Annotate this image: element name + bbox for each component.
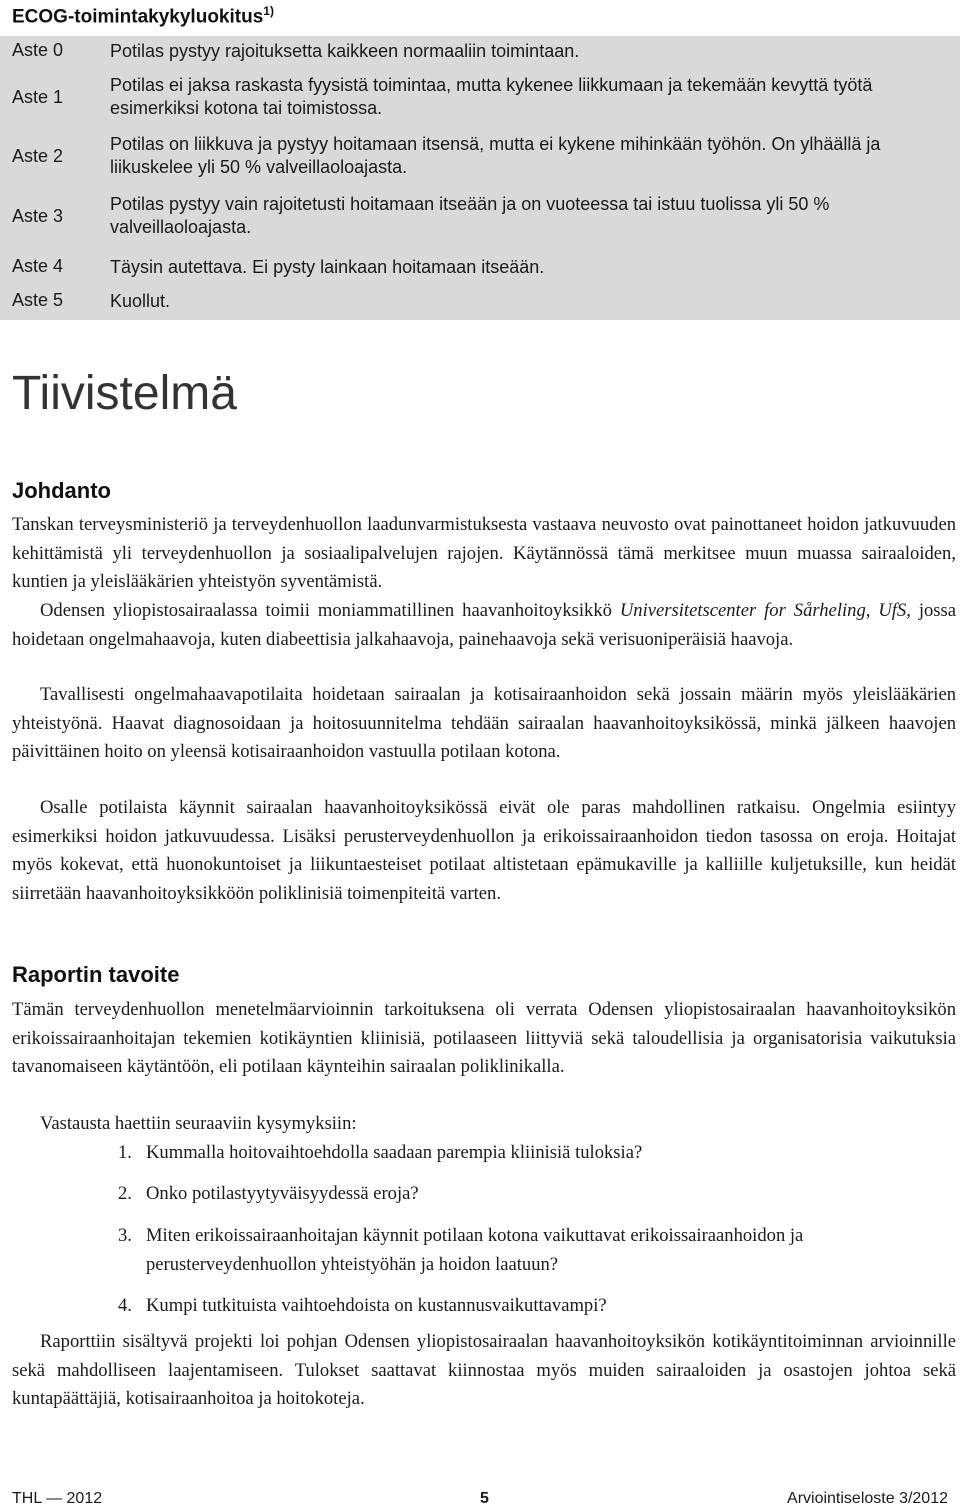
ecog-description: Potilas pystyy vain rajoitetusti hoitamaan itseään ja on vuoteessa tai istuu tuolissa yli 50 % valveillaoloajasta. (110, 194, 830, 237)
footer-series: Arviointiseloste 3/2012 (787, 1490, 948, 1507)
list-item-number: 3. (118, 1225, 132, 1246)
johdanto-paragraph: Osalle potilaista käynnit sairaalan haavanhoitoyksikössä eivät ole paras mahdollinen ratkaisu. Ongelmia esiintyy esimerkiksi hoidon jatkuvuudessa. Lisäksi perusterveydenhuollon ja erikoissairaanhoidon tiedon tasossa on eroja. Hoitajat myös kokevat, että huonokuntoiset ja liikuntaesteiset potilaat altistetaan epämukaville ja kalliille kuljetuksille, kun heidät siirretään haavanhoitoyksikköön poliklinisiä toimenpiteitä varten. (12, 797, 956, 904)
text-run: Odensen yliopistosairaalassa toimii moniammatillinen haavanhoitoyksikkö (40, 600, 620, 621)
tavoite-paragraph: Vastausta haettiin seuraaviin kysymyksiin: (40, 1113, 357, 1134)
johdanto-heading: Johdanto (12, 478, 111, 503)
text-run: , jossa hoidetaan ongelmahaavoja, kuten diabeettisia jalkahaavoja, painehaavoja sekä verisuoniperäisiä haavoja. (12, 600, 957, 650)
footer-publisher: THL — 2012 (12, 1490, 103, 1507)
ecog-stage: Aste 5 (12, 290, 64, 310)
list-item-number: 1. (118, 1142, 132, 1163)
ecog-stage: Aste 2 (12, 146, 64, 166)
tavoite-paragraph: Raporttiin sisältyvä projekti loi pohjan Odensen yliopistosairaalan haavanhoitoyksikön kotikäyntitoiminnan arvioinnille sekä mahdolliseen laajentamiseen. Tulokset saattavat kiinnostaa myös muiden sairaaloiden ja osastojen johtoa sekä kuntapäättäjiä, kotisairaanhoitoa ja hoitokoteja. (12, 1331, 956, 1410)
johdanto-paragraph: Tanskan terveysministeriö ja terveydenhuollon laadunvarmistuksesta vastaava neuvosto ovat painottaneet hoidon jatkuvuuden kehittämistä yli terveydenhuollon ja sosiaalipalvelujen rajojen. Käytännössä tämä merkitsee muun muassa sairaaloiden, kuntien ja yleislääkärien yhteistyön syventämistä. (12, 514, 956, 593)
tavoite-paragraph: Tämän terveydenhuollon menetelmäarvioinnin tarkoituksena oli verrata Odensen yliopistosairaalan haavanhoitoyksikön erikoissairaanhoitajan tekemien kotikäyntien kliinisiä, potilaaseen liittyviä sekä taloudellisia ja organisatorisia vaikutuksia tavanomaiseen käytäntöön, eli potilaan käynteihin sairaalan poliklinikalla. (12, 999, 956, 1078)
ecog-stage: Aste 0 (12, 40, 64, 60)
list-item-number: 4. (118, 1295, 132, 1316)
summary-title: Tiivistelmä (12, 367, 237, 420)
ecog-description: Potilas on liikkuva ja pystyy hoitamaan itsensä, mutta ei kykene mihinkään työhön. On ylhäällä ja liikuskelee yli 50 % valveillaoloajasta. (110, 134, 881, 177)
ecog-stage: Aste 3 (12, 206, 64, 226)
page-number: 5 (480, 1490, 489, 1507)
ecog-stage: Aste 1 (12, 87, 64, 107)
list-item-text: Kummalla hoitovaihtoehdolla saadaan parempia kliinisiä tuloksia? (146, 1142, 643, 1163)
ecog-description: Potilas ei jaksa raskasta fyysistä toimintaa, mutta kykenee liikkumaan ja tekemään kevyttä työtä esimerkiksi kotona tai toimistossa. (110, 75, 873, 118)
list-item-text: Kumpi tutkituista vaihtoehdoista on kustannusvaikuttavampi? (146, 1295, 607, 1316)
list-item-text: Onko potilastyytyväisyydessä eroja? (146, 1183, 419, 1204)
ecog-stage: Aste 4 (12, 256, 64, 276)
ecog-table-title: ECOG-toimintakykyluokitus$^{1)}$ (12, 4, 274, 28)
list-item-number: 2. (118, 1183, 132, 1204)
ecog-description: Täysin autettava. Ei pysty lainkaan hoitamaan itseään. (110, 257, 545, 277)
johdanto-paragraph (12, 597, 956, 654)
johdanto-paragraph: Tavallisesti ongelmahaavapotilaita hoidetaan sairaalan ja kotisairaanhoidon sekä jossain määrin myös yleislääkärien yhteistyönä. Haavat diagnosoidaan ja hoitosuunnitelma tehdään sairaalan haavanhoitoyksikössä, minkä jälkeen haavojen päivittäinen hoito on yleensä kotisairaanhoidon vastuulla potilaan kotona. (12, 684, 956, 763)
page-footer (12, 1490, 948, 1510)
list-item-text: Miten erikoissairaanhoitajan käynnit potilaan kotona vaikuttavat erikoissairaanhoidon ja perusterveydenhuollon yhteistyöhän ja hoidon laatuun? (146, 1225, 804, 1275)
ecog-table (0, 36, 960, 320)
unit-name: Universitetscenter for Sårheling, UfS (619, 600, 907, 621)
ecog-description: Potilas pystyy rajoituksetta kaikkeen normaaliin toimintaan. (110, 41, 580, 61)
ecog-description: Kuollut. (110, 291, 171, 311)
tavoite-heading: Raportin tavoite (12, 962, 180, 987)
